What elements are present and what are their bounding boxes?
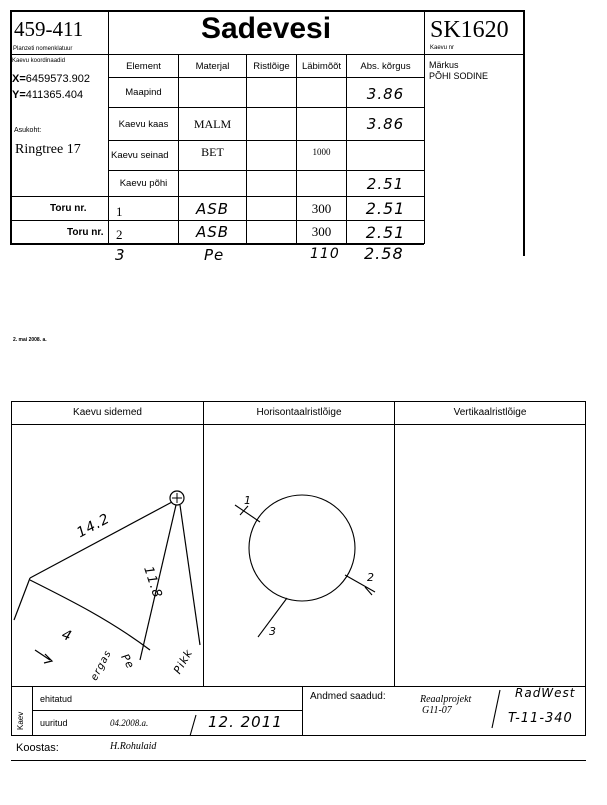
pipe-number-2: 2	[367, 571, 375, 584]
horizontal-section	[235, 495, 375, 637]
well-caption: Kaevu nr	[430, 45, 455, 51]
sketch-distance-2: 11.8	[140, 564, 165, 601]
well-number: SK1620	[430, 17, 509, 43]
sheet-number: 459-411	[14, 17, 84, 41]
data-source-label: Andmed saadud:	[310, 691, 386, 702]
pipe-1-labimoot: 300	[311, 200, 332, 216]
uuritud-date: 04.2008.a.	[110, 718, 149, 728]
coords-label: Kaevu koordinaadid	[12, 58, 66, 64]
col-element: Element	[126, 60, 161, 72]
pipe-1-nr: 1	[116, 204, 123, 219]
pipe-2-nr: 2	[116, 227, 123, 242]
koostas-value: H.Rohulaid	[110, 741, 157, 752]
pipe-1-materjal: ASB	[195, 199, 230, 218]
sketch-diag	[180, 505, 200, 645]
pipe-3-labimoot: 110	[310, 246, 340, 262]
materjal-kaevu-seinad: BET	[201, 144, 224, 159]
source-slash	[492, 690, 500, 728]
date-note: 2. mai 2008. a.	[13, 337, 47, 343]
col-title-vertikaal: Vertikaalristlõige	[453, 407, 527, 418]
pipe-label-2: Toru nr.	[67, 227, 104, 238]
y-value: 411365.404	[25, 89, 84, 101]
col-labimoot: Läbimõõt	[301, 60, 342, 72]
sketch-word-3: Pikk	[170, 646, 196, 677]
materjal-kaevu-kaas: MALM	[193, 116, 232, 131]
sketch-arrow	[35, 650, 52, 663]
pipe-label-1: Toru nr.	[50, 203, 87, 214]
koostas-label: Koostas:	[16, 742, 59, 754]
data-source-code: G11-07	[422, 705, 452, 716]
sketch-line-curve	[30, 580, 150, 650]
pipe-3-abs: 2.58	[364, 244, 404, 263]
ehitatud-label: ehitatud	[40, 694, 73, 704]
pipe-2-labimoot: 300	[311, 224, 332, 239]
pipe-2-abs: 2.51	[365, 222, 406, 242]
pipe-3-materjal: Pe	[204, 246, 225, 264]
sketch-word-1: ergas	[88, 648, 115, 683]
kaev-label: Kaev	[16, 711, 25, 730]
sketch-distance-1: 14.2	[74, 510, 113, 542]
pipe-number-3: 3	[269, 625, 277, 638]
row-kaevu-seinad: Kaevu seinad	[111, 150, 169, 161]
handwritten-code: T-11-340	[508, 711, 573, 726]
pipe-2-materjal: ASB	[195, 223, 230, 241]
labimoot-kaevu-seinad: 1000	[312, 147, 331, 157]
location-value: Ringtree 17	[15, 142, 81, 157]
uuritud-label: uuritud	[40, 718, 68, 728]
handwritten-company: RadWest	[515, 686, 576, 700]
sketch-word-2: Pe	[118, 651, 138, 672]
pipe-line-1	[235, 505, 260, 522]
data-source-value: Reaalprojekt	[420, 694, 472, 705]
abs-kaevu-pohi: 2.51	[366, 174, 405, 193]
pipe-1-abs: 2.51	[365, 199, 406, 218]
page-title: Sadevesi	[200, 12, 332, 45]
col-ristloige: Ristlõige	[253, 60, 290, 72]
remarks-label: Märkus	[429, 60, 459, 70]
sketch-distance-3: 4	[59, 626, 75, 646]
col-abs-korgus: Abs. kõrgus	[360, 60, 411, 72]
abs-kaevu-kaas: 3.86	[366, 115, 405, 133]
sketch-line-left	[14, 578, 30, 620]
y-label: Y=	[12, 89, 26, 101]
pipe-3-nr: 3	[115, 246, 126, 264]
col-title-horisontaal: Horisontaalristlõige	[256, 407, 342, 418]
row-kaevu-pohi: Kaevu põhi	[119, 178, 168, 189]
col-title-sidemed: Kaevu sidemed	[73, 407, 142, 418]
well-circle	[249, 495, 355, 601]
row-maapind: Maapind	[125, 87, 162, 98]
date-slash	[190, 715, 196, 736]
handwritten-date: 12. 2011	[208, 713, 283, 731]
abs-maapind: 3.86	[366, 84, 405, 103]
sheet-caption: Planzeti nomenklatuur	[13, 46, 73, 52]
pipe-number-1: 1	[244, 494, 252, 507]
well-symbol-cross	[172, 493, 182, 503]
col-materjal: Materjal	[195, 60, 230, 72]
row-kaevu-kaas: Kaevu kaas	[118, 118, 169, 130]
x-value: 6459573.902	[25, 73, 90, 85]
location-label: Asukoht:	[14, 127, 42, 134]
x-label: X=	[12, 73, 26, 85]
remarks-value: PÕHI SODINE	[429, 71, 489, 81]
